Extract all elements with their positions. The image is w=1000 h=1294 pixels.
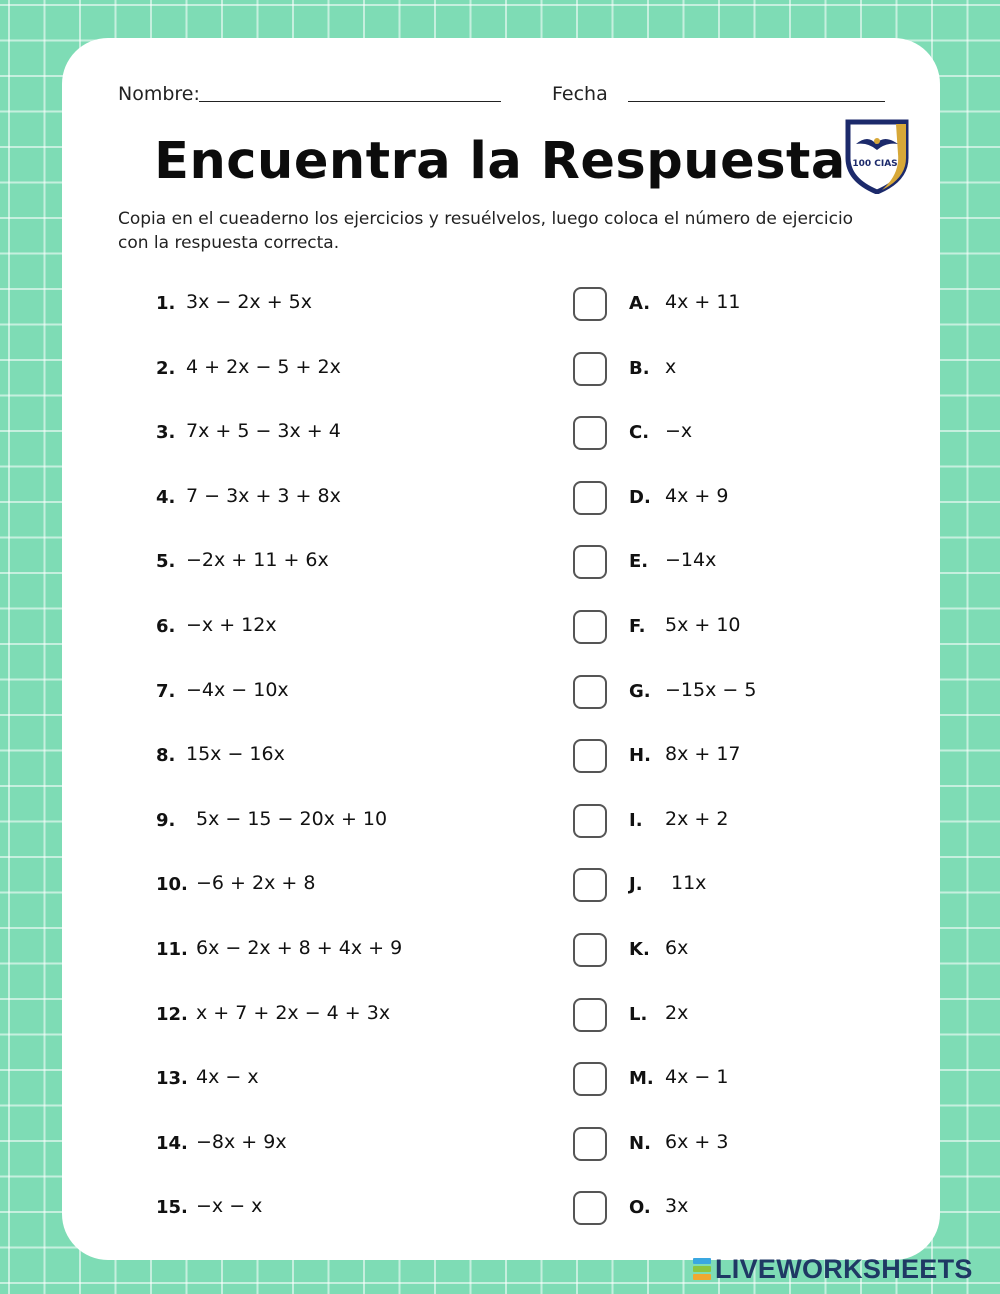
answer-letter: D. bbox=[629, 487, 651, 508]
exercise-number: 1. bbox=[156, 293, 176, 314]
exercise-number: 10. bbox=[156, 874, 188, 895]
answer-letter: K. bbox=[629, 939, 650, 960]
liveworksheets-logo-icon bbox=[693, 1257, 711, 1281]
exercise-expression: −6 + 2x + 8 bbox=[196, 872, 316, 894]
answer-letter: G. bbox=[629, 681, 651, 702]
answer-expression: 8x + 17 bbox=[665, 743, 741, 765]
answer-input-box[interactable] bbox=[573, 416, 607, 450]
exercise-expression: −x + 12x bbox=[186, 614, 277, 636]
answer-expression: 5x + 10 bbox=[665, 614, 741, 636]
answer-expression: 11x bbox=[671, 872, 707, 894]
answer-expression: 4x + 11 bbox=[665, 291, 741, 313]
answer-letter: O. bbox=[629, 1197, 651, 1218]
answer-expression: 4x − 1 bbox=[665, 1066, 729, 1088]
liveworksheets-brand: LIVEWORKSHEETS bbox=[715, 1253, 973, 1284]
answer-input-box[interactable] bbox=[573, 287, 607, 321]
answer-expression: 2x bbox=[665, 1002, 689, 1024]
exercise-number: 8. bbox=[156, 745, 176, 766]
answer-expression: 4x + 9 bbox=[665, 485, 729, 507]
page-title: Encuentra la Respuesta bbox=[154, 132, 846, 191]
answer-input-box[interactable] bbox=[573, 352, 607, 386]
answer-letter: M. bbox=[629, 1068, 654, 1089]
answer-letter: E. bbox=[629, 551, 649, 572]
answer-expression: −15x − 5 bbox=[665, 679, 757, 701]
answer-letter: I. bbox=[629, 810, 643, 831]
answer-expression: 6x bbox=[665, 937, 689, 959]
name-label: Nombre: bbox=[118, 83, 200, 105]
answer-input-box[interactable] bbox=[573, 998, 607, 1032]
exercise-number: 6. bbox=[156, 616, 176, 637]
exercise-expression: −8x + 9x bbox=[196, 1131, 287, 1153]
answer-input-box[interactable] bbox=[573, 481, 607, 515]
exercise-number: 14. bbox=[156, 1133, 188, 1154]
answer-input-box[interactable] bbox=[573, 804, 607, 838]
answer-letter: H. bbox=[629, 745, 651, 766]
exercise-expression: 6x − 2x + 8 + 4x + 9 bbox=[196, 937, 403, 959]
liveworksheets-footer bbox=[693, 1253, 973, 1285]
answer-expression: x bbox=[665, 356, 677, 378]
exercise-number: 9. bbox=[156, 810, 176, 831]
exercise-expression: 4x − x bbox=[196, 1066, 259, 1088]
exercise-expression: 4 + 2x − 5 + 2x bbox=[186, 356, 341, 378]
date-field[interactable] bbox=[628, 101, 885, 102]
exercise-number: 12. bbox=[156, 1004, 188, 1025]
exercise-expression: 7x + 5 − 3x + 4 bbox=[186, 420, 341, 442]
answer-input-box[interactable] bbox=[573, 610, 607, 644]
exercise-expression: 3x − 2x + 5x bbox=[186, 291, 312, 313]
answer-letter: F. bbox=[629, 616, 646, 637]
answer-input-box[interactable] bbox=[573, 545, 607, 579]
date-label: Fecha bbox=[552, 83, 608, 105]
answer-expression: −14x bbox=[665, 549, 717, 571]
answer-input-box[interactable] bbox=[573, 1062, 607, 1096]
answer-input-box[interactable] bbox=[573, 933, 607, 967]
answer-letter: L. bbox=[629, 1004, 648, 1025]
exercise-number: 13. bbox=[156, 1068, 188, 1089]
exercise-expression: x + 7 + 2x − 4 + 3x bbox=[196, 1002, 391, 1024]
exercise-expression: −2x + 11 + 6x bbox=[186, 549, 329, 571]
exercise-number: 11. bbox=[156, 939, 188, 960]
school-logo bbox=[842, 114, 912, 194]
exercise-expression: 5x − 15 − 20x + 10 bbox=[196, 808, 388, 830]
name-field[interactable] bbox=[199, 101, 501, 102]
answer-expression: 2x + 2 bbox=[665, 808, 729, 830]
answer-expression: 6x + 3 bbox=[665, 1131, 729, 1153]
answer-letter: C. bbox=[629, 422, 650, 443]
answer-letter: J. bbox=[629, 874, 643, 895]
answer-input-box[interactable] bbox=[573, 868, 607, 902]
exercise-number: 2. bbox=[156, 358, 176, 379]
instructions-text: Copia en el cueaderno los ejercicios y resuélvelos, luego coloca el número de ejercicio con la respuesta correcta. bbox=[118, 209, 854, 253]
exercise-expression: 15x − 16x bbox=[186, 743, 285, 765]
exercise-expression: −4x − 10x bbox=[186, 679, 289, 701]
exercise-expression: 7 − 3x + 3 + 8x bbox=[186, 485, 341, 507]
answer-expression: −x bbox=[665, 420, 693, 442]
exercise-number: 15. bbox=[156, 1197, 188, 1218]
exercise-number: 7. bbox=[156, 681, 176, 702]
answer-letter: A. bbox=[629, 293, 651, 314]
exercise-number: 3. bbox=[156, 422, 176, 443]
answer-expression: 3x bbox=[665, 1195, 689, 1217]
answer-letter: B. bbox=[629, 358, 650, 379]
exercise-number: 5. bbox=[156, 551, 176, 572]
answer-letter: N. bbox=[629, 1133, 651, 1154]
answer-input-box[interactable] bbox=[573, 675, 607, 709]
exercise-expression: −x − x bbox=[196, 1195, 263, 1217]
answer-input-box[interactable] bbox=[573, 739, 607, 773]
exercise-number: 4. bbox=[156, 487, 176, 508]
logo-text: 100 CIAS bbox=[852, 159, 898, 169]
answer-input-box[interactable] bbox=[573, 1127, 607, 1161]
answer-input-box[interactable] bbox=[573, 1191, 607, 1225]
